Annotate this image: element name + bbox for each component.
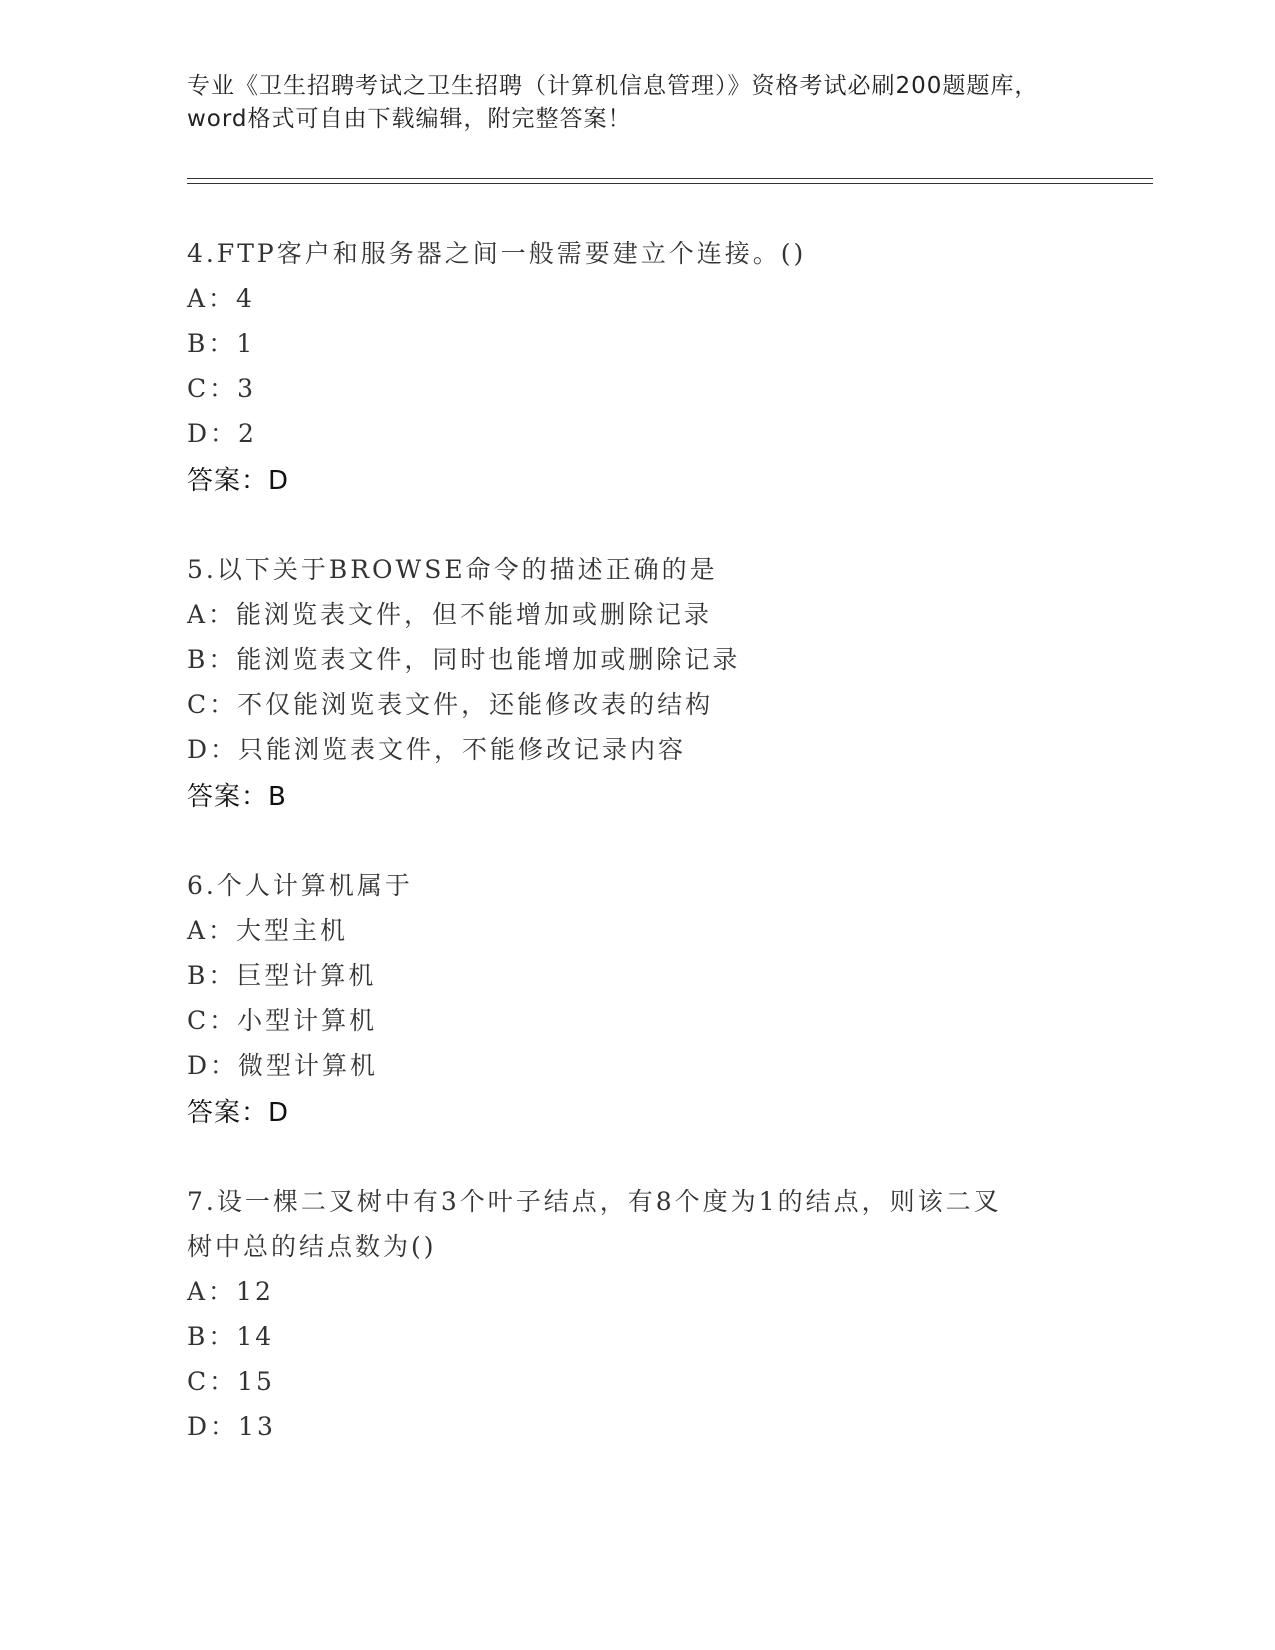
header-divider-top [187, 178, 1153, 179]
header-line-1: 专业《卫生招聘考试之卫生招聘（计算机信息管理）》资格考试必刷200题题库， [187, 73, 1039, 99]
question-7-option-c: C：15 [187, 1367, 275, 1396]
question-5-option-d: D：只能浏览表文件，不能修改记录内容 [187, 735, 687, 764]
question-7-option-a: A：12 [187, 1277, 274, 1306]
document-header [187, 70, 1087, 136]
question-6-answer: 答案：D [187, 1098, 290, 1128]
question-6-option-d: D：微型计算机 [187, 1051, 379, 1080]
question-4-stem: 4.FTP客户和服务器之间一般需要建立个连接。() [187, 239, 807, 268]
question-6-option-b: B：巨型计算机 [187, 961, 377, 990]
question-4-answer: 答案：D [187, 466, 290, 496]
question-5-option-b: B：能浏览表文件，同时也能增加或删除记录 [187, 645, 741, 674]
question-4-option-b: B：1 [187, 329, 256, 358]
question-5-answer: 答案：B [187, 782, 287, 812]
question-7-option-d: D：13 [187, 1412, 276, 1441]
question-6-option-c: C：小型计算机 [187, 1006, 378, 1035]
header-divider-bottom [187, 183, 1153, 184]
question-6-stem: 6.个人计算机属于 [187, 871, 413, 900]
question-6-option-a: A：大型主机 [187, 916, 349, 945]
header-line-2: word格式可自由下载编辑，附完整答案！ [187, 106, 632, 132]
question-5-option-c: C：不仅能浏览表文件，还能修改表的结构 [187, 690, 714, 719]
question-7-stem-line-2: 树中总的结点数为() [187, 1232, 437, 1261]
question-4-option-c: C：3 [187, 374, 257, 403]
question-5-stem: 5.以下关于BROWSE命令的描述正确的是 [187, 555, 718, 584]
question-7-stem-line-1: 7.设一棵二叉树中有3个叶子结点，有8个度为1的结点，则该二叉 [187, 1187, 1002, 1216]
question-4-option-a: A：4 [187, 284, 255, 313]
question-7-option-b: B：14 [187, 1322, 275, 1351]
question-5-option-a: A：能浏览表文件，但不能增加或删除记录 [187, 600, 713, 629]
question-4-option-d: D：2 [187, 419, 257, 448]
